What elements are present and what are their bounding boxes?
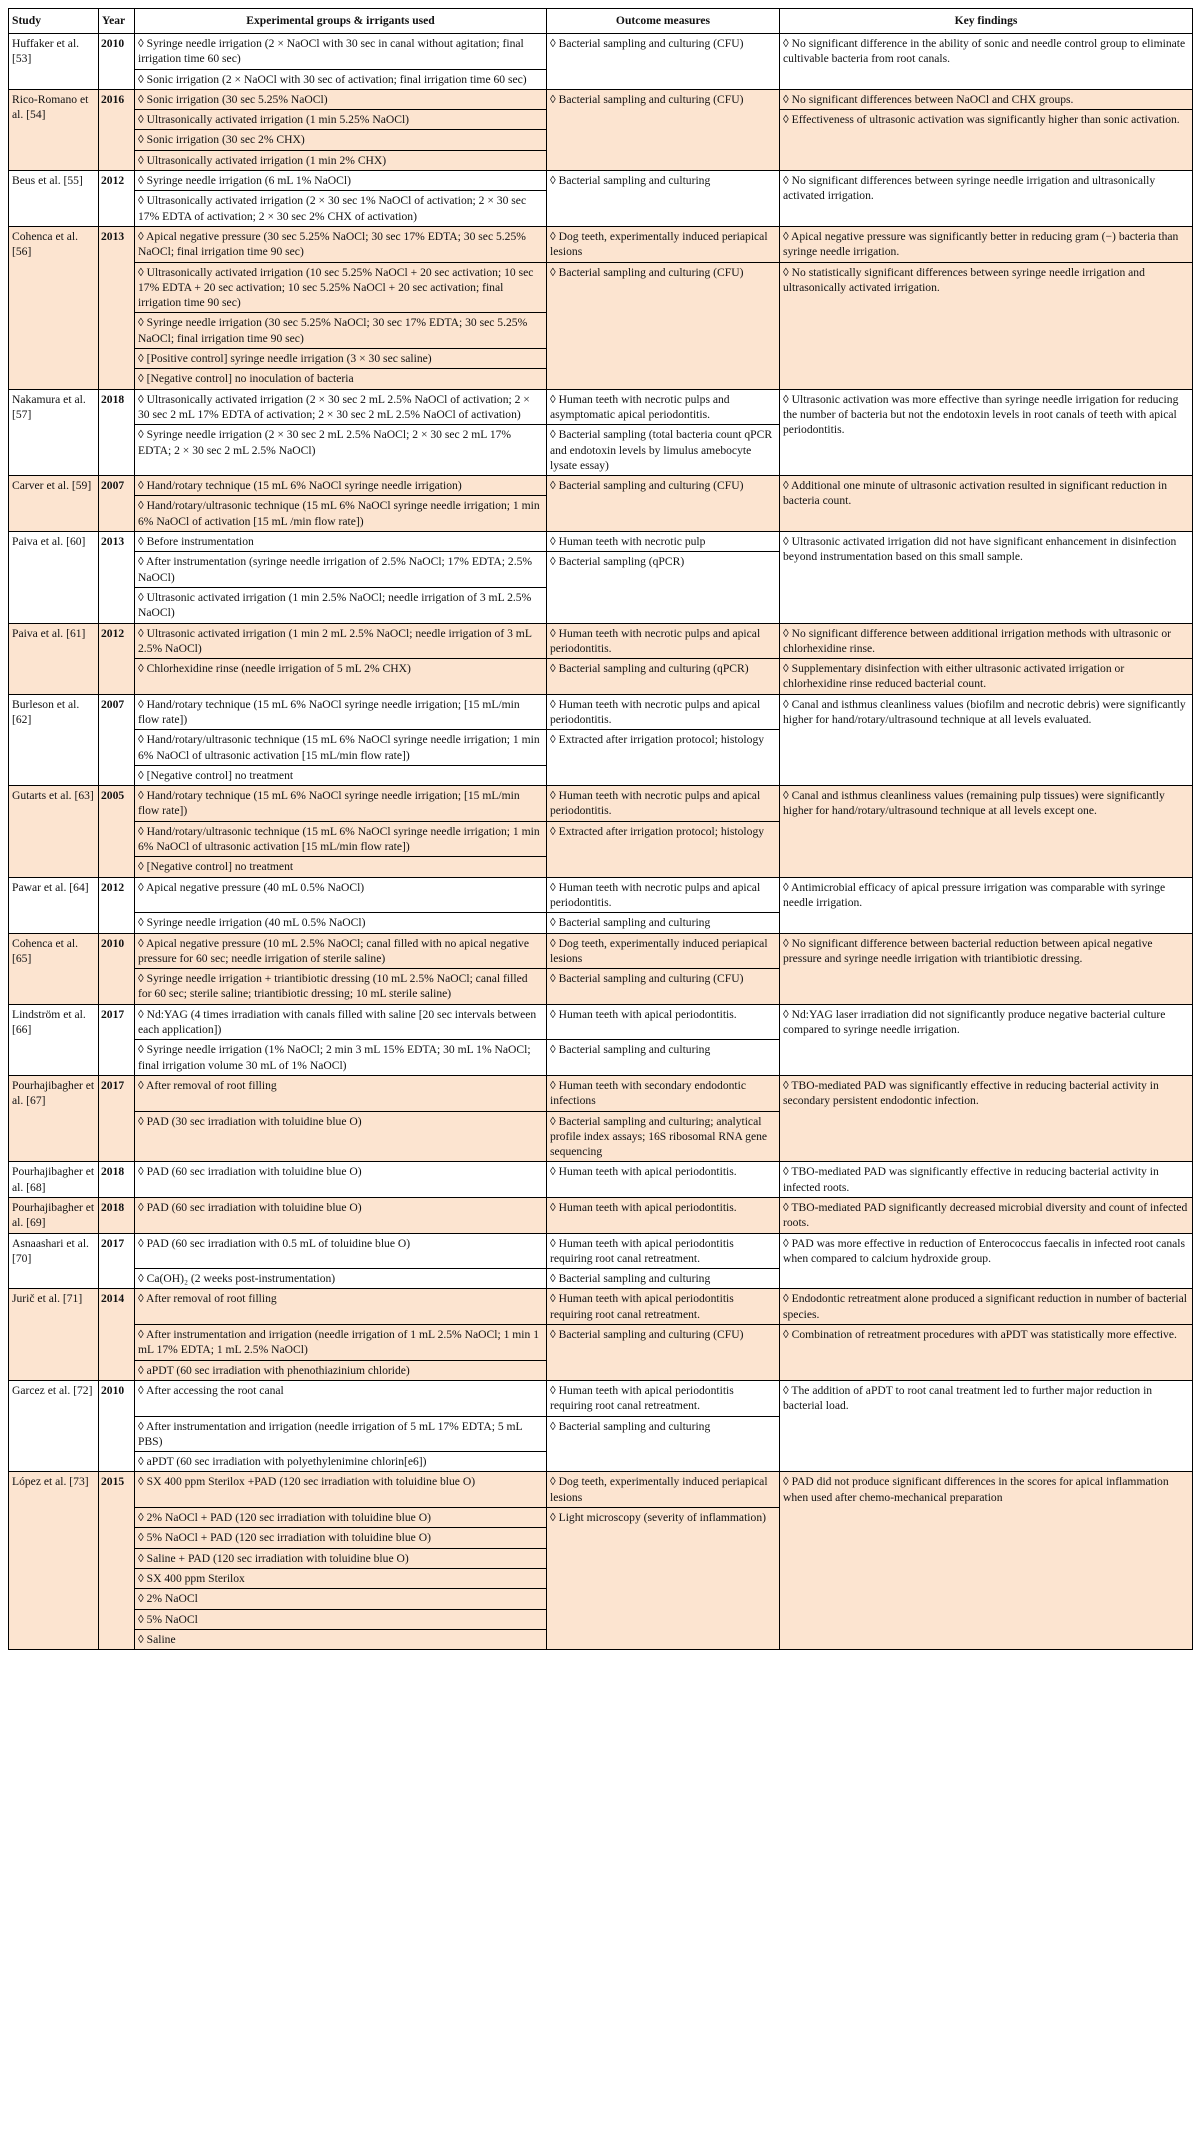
header-study: Study bbox=[9, 9, 99, 34]
study-cell: Garcez et al. [72] bbox=[9, 1380, 99, 1471]
outcome-cell: ◊ Human teeth with necrotic pulps and apical periodontitis. bbox=[547, 694, 780, 730]
finding-cell: ◊ No significant differences between syringe needle irrigation and ultrasonically activated irrigation. bbox=[780, 171, 1193, 227]
study-cell: Cohenca et al. [56] bbox=[9, 226, 99, 389]
outcome-cell: ◊ Bacterial sampling and culturing (CFU) bbox=[547, 1325, 780, 1381]
table-row bbox=[9, 1004, 1193, 1040]
group-cell: ◊ Syringe needle irrigation (40 mL 0.5% NaOCl) bbox=[135, 913, 547, 933]
year-cell: 2013 bbox=[99, 532, 135, 623]
study-cell: Jurič et al. [71] bbox=[9, 1289, 99, 1380]
group-cell: ◊ Ultrasonic activated irrigation (1 min 2 mL 2.5% NaOCl; needle irrigation of 3 mL 2.5% NaOCl) bbox=[135, 623, 547, 659]
table-row bbox=[9, 476, 1193, 496]
group-cell: ◊ 2% NaOCl bbox=[135, 1589, 547, 1609]
year-cell: 2018 bbox=[99, 1198, 135, 1234]
group-cell: ◊ After removal of root filling bbox=[135, 1075, 547, 1111]
outcome-cell: ◊ Human teeth with necrotic pulps and apical periodontitis. bbox=[547, 877, 780, 913]
finding-cell: ◊ Ultrasonic activation was more effective than syringe needle irrigation for reducing the number of bacteria but not the endotoxin levels in root canals of teeth with apical periodontitis. bbox=[780, 389, 1193, 475]
year-cell: 2017 bbox=[99, 1004, 135, 1075]
finding-cell: ◊ Ultrasonic activated irrigation did not have significant enhancement in disinfection beyond instrumentation based on this small sample. bbox=[780, 532, 1193, 623]
study-cell: Paiva et al. [61] bbox=[9, 623, 99, 694]
year-cell: 2012 bbox=[99, 171, 135, 227]
finding-cell: ◊ Combination of retreatment procedures with aPDT was statistically more effective. bbox=[780, 1325, 1193, 1381]
header-row bbox=[9, 9, 1193, 34]
outcome-cell: ◊ Bacterial sampling and culturing bbox=[547, 171, 780, 227]
finding-cell: ◊ No significant difference between additional irrigation methods with ultrasonic or chlorhexidine rinse. bbox=[780, 623, 1193, 659]
study-cell: Huffaker et al. [53] bbox=[9, 34, 99, 90]
group-cell: ◊ Sonic irrigation (2 × NaOCl with 30 sec of activation; final irrigation time 60 sec) bbox=[135, 69, 547, 89]
outcome-cell: ◊ Human teeth with apical periodontitis. bbox=[547, 1198, 780, 1234]
year-cell: 2013 bbox=[99, 226, 135, 389]
group-cell: ◊ Before instrumentation bbox=[135, 532, 547, 552]
group-cell: ◊ Ultrasonically activated irrigation (2 × 30 sec 1% NaOCl of activation; 2 × 30 sec 17% EDTA of activation; 2 × 30 sec 2% CHX of activation) bbox=[135, 191, 547, 227]
outcome-cell: ◊ Bacterial sampling and culturing (CFU) bbox=[547, 969, 780, 1005]
outcome-cell: ◊ Bacterial sampling and culturing (CFU) bbox=[547, 476, 780, 532]
outcome-cell: ◊ Bacterial sampling (qPCR) bbox=[547, 552, 780, 623]
finding-cell: ◊ PAD did not produce significant differences in the scores for apical inflammation when used after chemo-mechanical preparation bbox=[780, 1472, 1193, 1650]
group-cell: ◊ [Positive control] syringe needle irrigation (3 × 30 sec saline) bbox=[135, 349, 547, 369]
outcome-cell: ◊ Human teeth with apical periodontitis requiring root canal retreatment. bbox=[547, 1233, 780, 1269]
table-row bbox=[9, 1075, 1193, 1111]
outcome-cell: ◊ Human teeth with apical periodontitis. bbox=[547, 1162, 780, 1198]
study-cell: Pourhajibagher et al. [68] bbox=[9, 1162, 99, 1198]
group-cell: ◊ [Negative control] no inoculation of bacteria bbox=[135, 369, 547, 389]
group-cell: ◊ Saline bbox=[135, 1629, 547, 1649]
table-header bbox=[9, 9, 1193, 34]
finding-cell: ◊ No significant differences between NaOCl and CHX groups. bbox=[780, 89, 1193, 109]
group-cell: ◊ Syringe needle irrigation (30 sec 5.25% NaOCl; 30 sec 17% EDTA; 30 sec 5.25% NaOCl; final irrigation time 90 sec) bbox=[135, 313, 547, 349]
outcome-cell: ◊ Bacterial sampling and culturing; analytical profile index assays; 16S ribosomal RNA gene sequencing bbox=[547, 1111, 780, 1162]
finding-cell: ◊ TBO-mediated PAD significantly decreased microbial diversity and count of infected roots. bbox=[780, 1198, 1193, 1234]
study-cell: Cohenca et al. [65] bbox=[9, 933, 99, 1004]
table-row bbox=[9, 171, 1193, 191]
studies-table bbox=[8, 8, 1193, 1650]
finding-cell: ◊ Endodontic retreatment alone produced a significant reduction in number of bacterial species. bbox=[780, 1289, 1193, 1325]
group-cell: ◊ Ultrasonic activated irrigation (1 min 2.5% NaOCl; needle irrigation of 3 mL 2.5% NaOCl) bbox=[135, 587, 547, 623]
table-row bbox=[9, 1289, 1193, 1325]
finding-cell: ◊ Additional one minute of ultrasonic activation resulted in significant reduction in bacteria count. bbox=[780, 476, 1193, 532]
table-row bbox=[9, 389, 1193, 425]
year-cell: 2017 bbox=[99, 1075, 135, 1161]
table-row bbox=[9, 89, 1193, 109]
finding-cell: ◊ TBO-mediated PAD was significantly effective in reducing bacterial activity in infected roots. bbox=[780, 1162, 1193, 1198]
year-cell: 2016 bbox=[99, 89, 135, 170]
table-row bbox=[9, 1233, 1193, 1269]
group-cell: ◊ Apical negative pressure (30 sec 5.25% NaOCl; 30 sec 17% EDTA; 30 sec 5.25% NaOCl; final irrigation time 90 sec) bbox=[135, 226, 547, 262]
group-cell: ◊ Nd:YAG (4 times irradiation with canals filled with saline [20 sec intervals between each application]) bbox=[135, 1004, 547, 1040]
year-cell: 2018 bbox=[99, 1162, 135, 1198]
group-cell: ◊ Syringe needle irrigation (2 × 30 sec 2 mL 2.5% NaOCl; 2 × 30 sec 2 mL 17% EDTA; 2 × 30 sec 2 mL 2.5% NaOCl) bbox=[135, 425, 547, 476]
year-cell: 2010 bbox=[99, 933, 135, 1004]
outcome-cell: ◊ Extracted after irrigation protocol; histology bbox=[547, 821, 780, 877]
table-row bbox=[9, 786, 1193, 822]
header-year: Year bbox=[99, 9, 135, 34]
group-cell: ◊ Ultrasonically activated irrigation (1 min 5.25% NaOCl) bbox=[135, 110, 547, 130]
study-cell: Gutarts et al. [63] bbox=[9, 786, 99, 877]
finding-cell: ◊ Canal and isthmus cleanliness values (remaining pulp tissues) were significantly higher for hand/rotary/ultrasound technique at all levels except one. bbox=[780, 786, 1193, 877]
outcome-cell: ◊ Dog teeth, experimentally induced periapical lesions bbox=[547, 1472, 780, 1508]
year-cell: 2014 bbox=[99, 1289, 135, 1380]
table-row bbox=[9, 1325, 1193, 1361]
group-cell: ◊ Hand/rotary technique (15 mL 6% NaOCl syringe needle irrigation; [15 mL/min flow rate]) bbox=[135, 786, 547, 822]
outcome-cell: ◊ Dog teeth, experimentally induced periapical lesions bbox=[547, 933, 780, 969]
outcome-cell: ◊ Bacterial sampling and culturing (qPCR) bbox=[547, 659, 780, 695]
outcome-cell: ◊ Bacterial sampling and culturing bbox=[547, 1269, 780, 1289]
group-cell: ◊ 5% NaOCl + PAD (120 sec irradiation with toluidine blue O) bbox=[135, 1528, 547, 1548]
finding-cell: ◊ No significant difference between bacterial reduction between apical negative pressure and syringe needle irrigation with triantibiotic dressing. bbox=[780, 933, 1193, 1004]
table-row bbox=[9, 1198, 1193, 1234]
year-cell: 2010 bbox=[99, 34, 135, 90]
year-cell: 2012 bbox=[99, 877, 135, 933]
year-cell: 2015 bbox=[99, 1472, 135, 1650]
study-cell: Paiva et al. [60] bbox=[9, 532, 99, 623]
header-findings: Key findings bbox=[780, 9, 1193, 34]
group-cell: ◊ SX 400 ppm Sterilox bbox=[135, 1568, 547, 1588]
group-cell: ◊ PAD (60 sec irradiation with 0.5 mL of toluidine blue O) bbox=[135, 1233, 547, 1269]
study-cell: Nakamura et al. [57] bbox=[9, 389, 99, 475]
group-cell: ◊ After instrumentation and irrigation (needle irrigation of 1 mL 2.5% NaOCl; 1 min 1 mL 17% EDTA; 1 mL 2.5% NaOCl) bbox=[135, 1325, 547, 1361]
group-cell: ◊ Ultrasonically activated irrigation (10 sec 5.25% NaOCl + 20 sec activation; 10 sec 17% EDTA + 20 sec activation; 10 sec 5.25% NaOCl + 20 sec activation; final irrigation time 90 sec) bbox=[135, 262, 547, 313]
group-cell: ◊ After removal of root filling bbox=[135, 1289, 547, 1325]
outcome-cell: ◊ Human teeth with necrotic pulps and apical periodontitis. bbox=[547, 623, 780, 659]
group-cell: ◊ Hand/rotary/ultrasonic technique (15 mL 6% NaOCl syringe needle irrigation; 1 min 6% NaOCl of ultrasonic activation [15 mL/min flow rate]) bbox=[135, 730, 547, 766]
study-cell: Carver et al. [59] bbox=[9, 476, 99, 532]
year-cell: 2007 bbox=[99, 476, 135, 532]
finding-cell: ◊ Antimicrobial efficacy of apical pressure irrigation was comparable with syringe needle irrigation. bbox=[780, 877, 1193, 933]
group-cell: ◊ aPDT (60 sec irradiation with phenothiazinium chloride) bbox=[135, 1360, 547, 1380]
finding-cell: ◊ Apical negative pressure was significantly better in reducing gram (−) bacteria than syringe needle irrigation. bbox=[780, 226, 1193, 262]
finding-cell: ◊ PAD was more effective in reduction of Enterococcus faecalis in infected root canals when compared to calcium hydroxide group. bbox=[780, 1233, 1193, 1289]
group-cell: ◊ Saline + PAD (120 sec irradiation with toluidine blue O) bbox=[135, 1548, 547, 1568]
group-cell: ◊ Hand/rotary technique (15 mL 6% NaOCl syringe needle irrigation) bbox=[135, 476, 547, 496]
year-cell: 2005 bbox=[99, 786, 135, 877]
group-cell: ◊ Ultrasonically activated irrigation (1 min 2% CHX) bbox=[135, 150, 547, 170]
group-cell: ◊ After instrumentation and irrigation (needle irrigation of 5 mL 17% EDTA; 5 mL PBS) bbox=[135, 1416, 547, 1452]
finding-cell: ◊ Effectiveness of ultrasonic activation was significantly higher than sonic activation. bbox=[780, 110, 1193, 171]
group-cell: ◊ Sonic irrigation (30 sec 2% CHX) bbox=[135, 130, 547, 150]
group-cell: ◊ PAD (30 sec irradiation with toluidine blue O) bbox=[135, 1111, 547, 1162]
group-cell: ◊ Ultrasonically activated irrigation (2 × 30 sec 2 mL 2.5% NaOCl of activation; 2 × 30 sec 2 mL 17% EDTA of activation; 2 × 30 sec 2 mL 2.5% NaOCl of activation) bbox=[135, 389, 547, 425]
finding-cell: ◊ TBO-mediated PAD was significantly effective in reducing bacterial activity in secondary persistent endodontic infection. bbox=[780, 1075, 1193, 1161]
header-groups: Experimental groups & irrigants used bbox=[135, 9, 547, 34]
group-cell: ◊ Syringe needle irrigation (2 × NaOCl with 30 sec in canal without agitation; final irrigation time 60 sec) bbox=[135, 34, 547, 70]
outcome-cell: ◊ Human teeth with necrotic pulps and asymptomatic apical periodontitis. bbox=[547, 389, 780, 425]
table-row bbox=[9, 34, 1193, 70]
outcome-cell: ◊ Light microscopy (severity of inflammation) bbox=[547, 1508, 780, 1650]
group-cell: ◊ Syringe needle irrigation (6 mL 1% NaOCl) bbox=[135, 171, 547, 191]
study-cell: Lindström et al. [66] bbox=[9, 1004, 99, 1075]
table-row bbox=[9, 1472, 1193, 1508]
group-cell: ◊ Ca(OH)₂ (2 weeks post-instrumentation) bbox=[135, 1269, 547, 1289]
finding-cell: ◊ No significant difference in the ability of sonic and needle control group to eliminate cultivable bacteria from root canals. bbox=[780, 34, 1193, 90]
year-cell: 2012 bbox=[99, 623, 135, 694]
finding-cell: ◊ Nd:YAG laser irradiation did not significantly produce negative bacterial culture compared to syringe needle irrigation. bbox=[780, 1004, 1193, 1075]
outcome-cell: ◊ Human teeth with apical periodontitis requiring root canal retreatment. bbox=[547, 1289, 780, 1325]
group-cell: ◊ Hand/rotary/ultrasonic technique (15 mL 6% NaOCl syringe needle irrigation; 1 min 6% NaOCl of ultrasonic activation [15 mL/min flow rate]) bbox=[135, 821, 547, 857]
table-container bbox=[8, 8, 1192, 1650]
outcome-cell: ◊ Bacterial sampling and culturing bbox=[547, 1416, 780, 1472]
table-row bbox=[9, 226, 1193, 262]
group-cell: ◊ Syringe needle irrigation + triantibiotic dressing (10 mL 2.5% NaOCl; canal filled for 60 sec; sterile saline; triantibiotic dressing; 10 mL sterile saline) bbox=[135, 969, 547, 1005]
outcome-cell: ◊ Bacterial sampling and culturing bbox=[547, 1040, 780, 1076]
table-row bbox=[9, 1380, 1193, 1416]
table-row bbox=[9, 877, 1193, 913]
finding-cell: ◊ No statistically significant differences between syringe needle irrigation and ultrasonically activated irrigation. bbox=[780, 262, 1193, 389]
finding-cell: ◊ The addition of aPDT to root canal treatment led to further major reduction in bacterial load. bbox=[780, 1380, 1193, 1471]
group-cell: ◊ Apical negative pressure (40 mL 0.5% NaOCl) bbox=[135, 877, 547, 913]
group-cell: ◊ PAD (60 sec irradiation with toluidine blue O) bbox=[135, 1162, 547, 1198]
group-cell: ◊ Syringe needle irrigation (1% NaOCl; 2 min 3 mL 15% EDTA; 30 mL 1% NaOCl; final irrigation volume 30 mL of 1% NaOCl) bbox=[135, 1040, 547, 1076]
study-cell: López et al. [73] bbox=[9, 1472, 99, 1650]
table-row bbox=[9, 933, 1193, 969]
group-cell: ◊ After instrumentation (syringe needle irrigation of 2.5% NaOCl; 17% EDTA; 2.5% NaOCl) bbox=[135, 552, 547, 588]
outcome-cell: ◊ Dog teeth, experimentally induced periapical lesions bbox=[547, 226, 780, 262]
table-row bbox=[9, 623, 1193, 659]
group-cell: ◊ After accessing the root canal bbox=[135, 1380, 547, 1416]
year-cell: 2007 bbox=[99, 694, 135, 785]
group-cell: ◊ SX 400 ppm Sterilox +PAD (120 sec irradiation with toluidine blue O) bbox=[135, 1472, 547, 1508]
header-outcome: Outcome measures bbox=[547, 9, 780, 34]
group-cell: ◊ [Negative control] no treatment bbox=[135, 765, 547, 785]
outcome-cell: ◊ Extracted after irrigation protocol; histology bbox=[547, 730, 780, 786]
year-cell: 2010 bbox=[99, 1380, 135, 1471]
outcome-cell: ◊ Human teeth with necrotic pulps and apical periodontitis. bbox=[547, 786, 780, 822]
outcome-cell: ◊ Human teeth with necrotic pulp bbox=[547, 532, 780, 552]
year-cell: 2018 bbox=[99, 389, 135, 475]
group-cell: ◊ Apical negative pressure (10 mL 2.5% NaOCl; canal filled with no apical negative pressure for 60 sec; needle irrigation of sterile saline) bbox=[135, 933, 547, 969]
outcome-cell: ◊ Bacterial sampling and culturing (CFU) bbox=[547, 34, 780, 90]
outcome-cell: ◊ Bacterial sampling and culturing bbox=[547, 913, 780, 933]
table-row bbox=[9, 532, 1193, 552]
finding-cell: ◊ Supplementary disinfection with either ultrasonic activated irrigation or chlorhexidine rinse reduced bacterial count. bbox=[780, 659, 1193, 695]
study-cell: Burleson et al. [62] bbox=[9, 694, 99, 785]
outcome-cell: ◊ Human teeth with apical periodontitis. bbox=[547, 1004, 780, 1040]
study-cell: Pourhajibagher et al. [67] bbox=[9, 1075, 99, 1161]
table-body bbox=[9, 34, 1193, 1650]
study-cell: Pawar et al. [64] bbox=[9, 877, 99, 933]
group-cell: ◊ [Negative control] no treatment bbox=[135, 857, 547, 877]
outcome-cell: ◊ Human teeth with secondary endodontic infections bbox=[547, 1075, 780, 1111]
outcome-cell: ◊ Bacterial sampling and culturing (CFU) bbox=[547, 89, 780, 170]
group-cell: ◊ PAD (60 sec irradiation with toluidine blue O) bbox=[135, 1198, 547, 1234]
finding-cell: ◊ Canal and isthmus cleanliness values (biofilm and necrotic debris) were significantly higher for hand/rotary/ultrasound technique at all levels evaluated. bbox=[780, 694, 1193, 785]
study-cell: Rico-Romano et al. [54] bbox=[9, 89, 99, 170]
study-cell: Beus et al. [55] bbox=[9, 171, 99, 227]
group-cell: ◊ aPDT (60 sec irradiation with polyethylenimine chlorin[e6]) bbox=[135, 1452, 547, 1472]
table-row bbox=[9, 262, 1193, 313]
table-row bbox=[9, 1162, 1193, 1198]
outcome-cell: ◊ Human teeth with apical periodontitis requiring root canal retreatment. bbox=[547, 1380, 780, 1416]
year-cell: 2017 bbox=[99, 1233, 135, 1289]
study-cell: Asnaashari et al. [70] bbox=[9, 1233, 99, 1289]
table-row bbox=[9, 659, 1193, 695]
group-cell: ◊ 2% NaOCl + PAD (120 sec irradiation with toluidine blue O) bbox=[135, 1508, 547, 1528]
outcome-cell: ◊ Bacterial sampling (total bacteria count qPCR and endotoxin levels by limulus amebocyte lysate essay) bbox=[547, 425, 780, 476]
table-row bbox=[9, 694, 1193, 730]
group-cell: ◊ Chlorhexidine rinse (needle irrigation of 5 mL 2% CHX) bbox=[135, 659, 547, 695]
group-cell: ◊ Sonic irrigation (30 sec 5.25% NaOCl) bbox=[135, 89, 547, 109]
outcome-cell: ◊ Bacterial sampling and culturing (CFU) bbox=[547, 262, 780, 389]
group-cell: ◊ Hand/rotary/ultrasonic technique (15 mL 6% NaOCl syringe needle irrigation; 1 min 6% NaOCl of activation [15 mL /min flow rate]) bbox=[135, 496, 547, 532]
group-cell: ◊ Hand/rotary technique (15 mL 6% NaOCl syringe needle irrigation; [15 mL/min flow rate]) bbox=[135, 694, 547, 730]
group-cell: ◊ 5% NaOCl bbox=[135, 1609, 547, 1629]
study-cell: Pourhajibagher et al. [69] bbox=[9, 1198, 99, 1234]
